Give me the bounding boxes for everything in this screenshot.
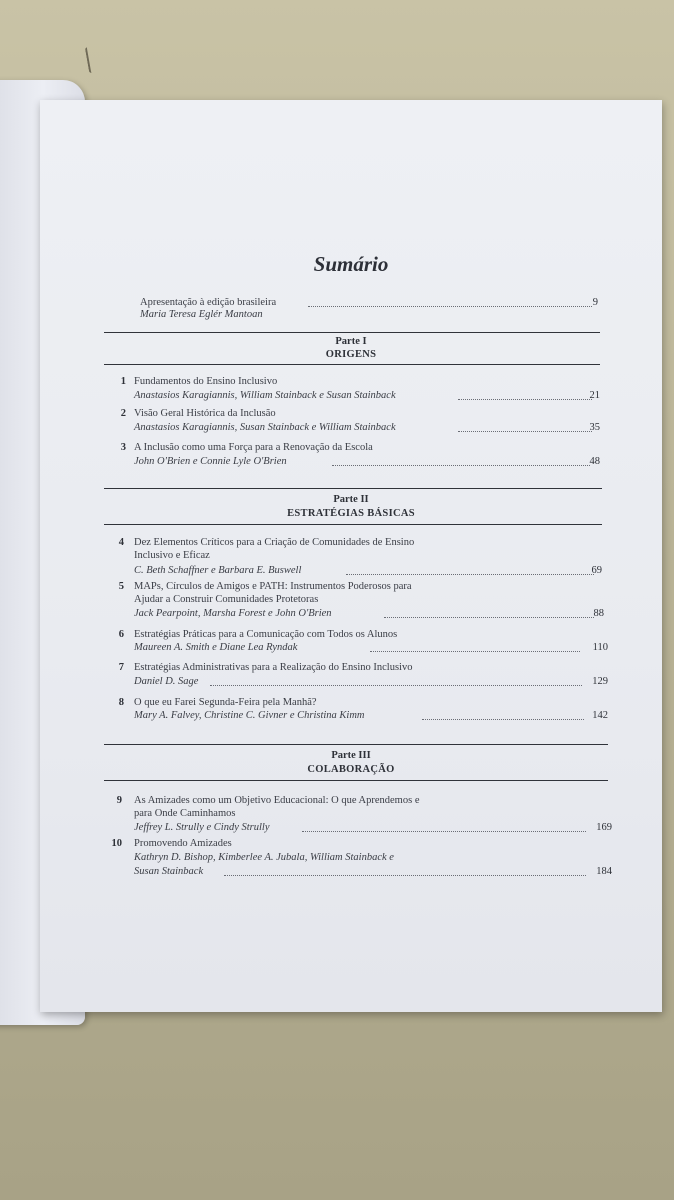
chapter-title-continued: Ajudar a Construir Comunidades Protetoras	[134, 594, 319, 605]
leader-dots	[370, 637, 580, 652]
chapter-title: Estratégias Práticas para a Comunicação com Todos os Alunos	[134, 629, 398, 640]
chapter-number: 5	[118, 581, 124, 592]
page-number: 69	[591, 565, 602, 576]
part-title: COLABORAÇÃO	[307, 764, 395, 775]
chapter-title: A Inclusão como uma Força para a Renovação da Escola	[134, 442, 373, 453]
chapter-author: Maureen A. Smith e Diane Lea Ryndak	[134, 642, 298, 653]
chapter-author: C. Beth Schaffner e Barbara E. Buswell	[134, 565, 302, 576]
chapter-title: Estratégias Administrativas para a Realização do Ensino Inclusivo	[134, 662, 413, 673]
chapter-title: O que eu Farei Segunda-Feira pela Manhã?	[134, 697, 317, 708]
intro-title: Apresentação à edição brasileira	[140, 297, 277, 308]
leader-dots	[210, 671, 582, 686]
leader-dots	[384, 603, 594, 618]
part-rule-bottom	[104, 524, 602, 525]
part-title: ORIGENS	[325, 349, 377, 360]
chapter-title: As Amizades como um Objetivo Educacional: O que Aprendemos e	[134, 795, 420, 806]
chapter-title-continued: Inclusivo e Eficaz	[134, 550, 210, 561]
page-number: 169	[596, 822, 612, 833]
part-label: Parte II	[333, 494, 369, 505]
chapter-number: 7	[118, 662, 124, 673]
leader-dots	[224, 861, 586, 876]
chapter-author: Jeffrey L. Strully e Cindy Strully	[134, 822, 270, 833]
part-rule-top	[104, 332, 600, 333]
intro-author: Maria Teresa Eglér Mantoan	[140, 309, 263, 320]
chapter-author: Mary A. Falvey, Christine C. Givner e Christina Kimm	[134, 710, 365, 721]
page-number: 129	[592, 676, 608, 687]
chapter-title: Visão Geral Histórica da Inclusão	[134, 408, 276, 419]
chapter-title-continued: para Onde Caminhamos	[134, 808, 236, 819]
chapter-author: Kathryn D. Bishop, Kimberlee A. Jubala, William Stainback e	[134, 852, 394, 863]
leader-dots	[346, 560, 594, 575]
part-rule-bottom	[104, 780, 608, 781]
chapter-number: 2	[120, 408, 126, 419]
chapter-title: Dez Elementos Críticos para a Criação de Comunidades de Ensino	[134, 537, 415, 548]
leader-dots	[332, 451, 590, 466]
chapter-number: 9	[116, 795, 122, 806]
part-label: Parte I	[335, 336, 367, 347]
part-rule-top	[104, 488, 602, 489]
page-number: 110	[592, 642, 608, 653]
chapter-author-continued: Susan Stainback	[134, 866, 204, 877]
chapter-number: 10	[111, 838, 122, 849]
chapter-author: Anastasios Karagiannis, Susan Stainback e William Stainback	[134, 422, 396, 433]
page-title: Sumário	[313, 252, 389, 276]
part-title: ESTRATÉGIAS BÁSICAS	[287, 508, 415, 519]
chapter-number: 3	[120, 442, 126, 453]
page-number: 9	[592, 297, 598, 308]
leader-dots	[302, 817, 586, 832]
chapter-number: 4	[118, 537, 124, 548]
page-number: 48	[589, 456, 600, 467]
page-number: 88	[593, 608, 604, 619]
chapter-number: 1	[120, 376, 126, 387]
page-number: 21	[589, 390, 600, 401]
leader-dots	[422, 705, 584, 720]
book-page	[40, 100, 662, 1012]
chapter-author: Jack Pearpoint, Marsha Forest e John O'Brien	[134, 608, 332, 619]
page-number: 142	[592, 710, 608, 721]
chapter-author: Daniel D. Sage	[134, 676, 199, 687]
chapter-title: Fundamentos do Ensino Inclusivo	[134, 376, 278, 387]
chapter-title: MAPs, Círculos de Amigos e PATH: Instrumentos Poderosos para	[134, 581, 412, 592]
chapter-title: Promovendo Amizades	[134, 838, 232, 849]
part-rule-bottom	[104, 364, 600, 365]
chapter-author: John O'Brien e Connie Lyle O'Brien	[134, 456, 287, 467]
chapter-author: Anastasios Karagiannis, William Stainback e Susan Stainback	[134, 390, 396, 401]
page-number: 35	[589, 422, 600, 433]
part-label: Parte III	[331, 750, 371, 761]
part-rule-top	[104, 744, 608, 745]
chapter-number: 8	[118, 697, 124, 708]
page-number: 184	[596, 866, 612, 877]
chapter-number: 6	[118, 629, 124, 640]
leader-dots	[308, 292, 592, 307]
